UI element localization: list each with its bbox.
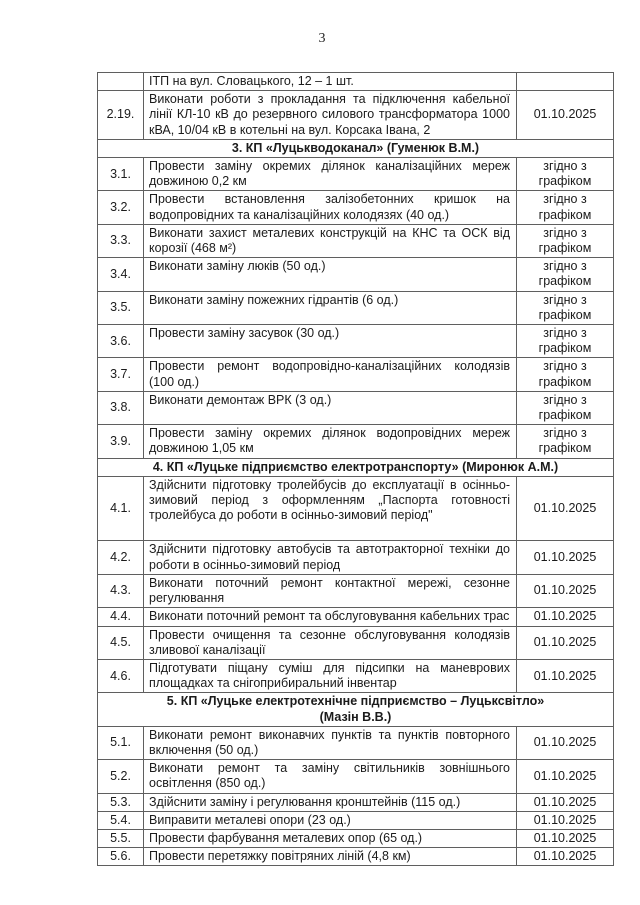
row-number-cell: 4.5. bbox=[98, 626, 144, 659]
task-row bbox=[98, 258, 614, 291]
task-text: Провести заміну засувок (30 од.) bbox=[149, 326, 340, 341]
task-cell bbox=[144, 608, 517, 626]
task-text: Виконати поточний ремонт та обслуговування кабельних трас bbox=[149, 609, 510, 624]
due-date-cell: 01.10.2025 bbox=[517, 659, 614, 692]
due-date-cell: згідно з графіком bbox=[517, 258, 614, 291]
section-header-row bbox=[98, 693, 614, 726]
section-header-line: 5. КП «Луцьке електротехнічне підприємство – Луцьксвітло» bbox=[166, 694, 545, 709]
task-row bbox=[98, 425, 614, 458]
due-date-cell: 01.10.2025 bbox=[517, 793, 614, 811]
task-text: Виконати поточний ремонт контактної мережі, сезонне регулювання bbox=[149, 575, 510, 606]
section-header-cell bbox=[98, 693, 614, 726]
task-text: Провести встановлення залізобетонних кришок на водопровідних та каналізаційних колодязях (40 од.) bbox=[149, 192, 510, 222]
task-text: Виконати роботи з прокладання та підключення кабельної лінії КЛ-10 кВ до резервного силового трансформатора 1000 кВА, 10/04 кВ в котельні на вул. Корсака Івана, 2 bbox=[149, 92, 510, 137]
task-row bbox=[98, 848, 614, 866]
due-date-cell: згідно з графіком bbox=[517, 291, 614, 324]
row-number-cell: 4.4. bbox=[98, 608, 144, 626]
task-text: Провести очищення та сезонне обслуговування колодязів зливової каналізації bbox=[149, 627, 510, 657]
task-row bbox=[98, 626, 614, 659]
due-date-cell: 01.10.2025 bbox=[517, 811, 614, 829]
task-text: Здійснити підготовку автобусів та автотракторної техніки до роботи в осінньо-зимовий період bbox=[149, 542, 510, 572]
due-date-cell: 01.10.2025 bbox=[517, 608, 614, 626]
task-text: Виконати заміну люків (50 од.) bbox=[149, 259, 326, 274]
section-header-row bbox=[98, 458, 614, 476]
section-header-line: 4. КП «Луцьке підприємство електротранспорту» (Миронюк А.М.) bbox=[152, 459, 559, 474]
task-row bbox=[98, 224, 614, 257]
task-text: Здійснити підготовку тролейбусів до експлуатації в осінньо-зимовий період з оформленням „Паспорта готовності тролейбуса до роботи в осінньо-зимовий період" bbox=[149, 477, 510, 523]
task-cell bbox=[144, 73, 517, 91]
due-date-cell: 01.10.2025 bbox=[517, 726, 614, 759]
task-cell bbox=[144, 793, 517, 811]
task-cell bbox=[144, 224, 517, 257]
row-number-cell: 5.2. bbox=[98, 760, 144, 793]
task-row bbox=[98, 811, 614, 829]
task-cell bbox=[144, 760, 517, 793]
row-number-cell: 3.1. bbox=[98, 158, 144, 191]
empty-paragraph bbox=[149, 523, 510, 539]
row-number-cell: 3.3. bbox=[98, 224, 144, 257]
task-cell bbox=[144, 258, 517, 291]
row-number-cell: 3.9. bbox=[98, 425, 144, 458]
row-number-cell: 5.4. bbox=[98, 811, 144, 829]
task-cell bbox=[144, 811, 517, 829]
task-row bbox=[98, 829, 614, 847]
tasks-table bbox=[97, 72, 614, 866]
row-number-cell bbox=[98, 73, 144, 91]
row-number-cell: 3.7. bbox=[98, 358, 144, 391]
task-cell bbox=[144, 358, 517, 391]
row-number-cell: 4.2. bbox=[98, 541, 144, 574]
task-row bbox=[98, 291, 614, 324]
due-date-cell: 01.10.2025 bbox=[517, 760, 614, 793]
row-number-cell: 3.2. bbox=[98, 191, 144, 224]
due-date-cell: 01.10.2025 bbox=[517, 541, 614, 574]
task-cell bbox=[144, 391, 517, 424]
due-date-cell: згідно з графіком bbox=[517, 191, 614, 224]
task-cell bbox=[144, 191, 517, 224]
task-text: Виконати ремонт виконавчих пунктів та пунктів повторного включення (50 од.) bbox=[149, 727, 510, 757]
row-number-cell: 4.1. bbox=[98, 476, 144, 541]
due-date-cell: згідно з графіком bbox=[517, 358, 614, 391]
row-number-cell: 5.5. bbox=[98, 829, 144, 847]
due-date-cell: згідно з графіком bbox=[517, 158, 614, 191]
due-date-cell: 01.10.2025 bbox=[517, 91, 614, 140]
task-cell bbox=[144, 291, 517, 324]
section-header-line: 3. КП «Луцькводоканал» (Гуменюк В.М.) bbox=[231, 140, 480, 155]
due-date-cell: згідно з графіком bbox=[517, 325, 614, 358]
task-row bbox=[98, 608, 614, 626]
task-cell bbox=[144, 848, 517, 866]
row-number-cell: 3.6. bbox=[98, 325, 144, 358]
row-number-cell: 3.5. bbox=[98, 291, 144, 324]
section-header-cell bbox=[98, 458, 614, 476]
task-text: Виконати демонтаж ВРК (3 од.) bbox=[149, 392, 332, 407]
row-number-cell: 5.6. bbox=[98, 848, 144, 866]
row-number-cell: 3.4. bbox=[98, 258, 144, 291]
row-number-cell: 4.6. bbox=[98, 659, 144, 692]
task-row bbox=[98, 325, 614, 358]
task-row bbox=[98, 73, 614, 91]
due-date-cell: 01.10.2025 bbox=[517, 848, 614, 866]
due-date-cell bbox=[517, 73, 614, 91]
task-cell bbox=[144, 626, 517, 659]
section-header-cell bbox=[98, 139, 614, 157]
tasks-table-body bbox=[98, 73, 614, 866]
task-cell bbox=[144, 659, 517, 692]
task-cell bbox=[144, 829, 517, 847]
row-number-cell: 4.3. bbox=[98, 574, 144, 607]
row-number-cell: 5.1. bbox=[98, 726, 144, 759]
task-text: Провести заміну окремих ділянок каналізаційних мереж довжиною 0,2 км bbox=[149, 159, 510, 189]
task-row bbox=[98, 391, 614, 424]
task-text: Провести фарбування металевих опор (65 од.) bbox=[149, 830, 423, 845]
row-number-cell: 2.19. bbox=[98, 91, 144, 140]
task-cell bbox=[144, 541, 517, 574]
due-date-cell: згідно з графіком bbox=[517, 391, 614, 424]
task-cell bbox=[144, 476, 517, 541]
due-date-cell: згідно з графіком bbox=[517, 224, 614, 257]
due-date-cell: 01.10.2025 bbox=[517, 476, 614, 541]
row-number-cell: 3.8. bbox=[98, 391, 144, 424]
task-row bbox=[98, 659, 614, 692]
task-row bbox=[98, 476, 614, 541]
task-text: ІТП на вул. Словацького, 12 – 1 шт. bbox=[149, 74, 354, 88]
task-cell bbox=[144, 158, 517, 191]
task-text: Підготувати піщану суміш для підсипки на маневрових площадках та снігоприбиральний інвентар bbox=[149, 660, 510, 691]
task-row bbox=[98, 793, 614, 811]
due-date-cell: 01.10.2025 bbox=[517, 829, 614, 847]
task-row bbox=[98, 726, 614, 759]
task-cell bbox=[144, 574, 517, 607]
task-row bbox=[98, 541, 614, 574]
task-cell bbox=[144, 726, 517, 759]
task-cell bbox=[144, 325, 517, 358]
task-text: Виконати ремонт та заміну світильників зовнішнього освітлення (850 од.) bbox=[149, 761, 510, 791]
task-row bbox=[98, 358, 614, 391]
task-cell bbox=[144, 425, 517, 458]
task-text: Провести перетяжку повітряних ліній (4,8 км) bbox=[149, 849, 411, 864]
task-text: Провести ремонт водопровідно-каналізаційних колодязів (100 од.) bbox=[149, 359, 510, 389]
task-row bbox=[98, 191, 614, 224]
due-date-cell: 01.10.2025 bbox=[517, 626, 614, 659]
task-row bbox=[98, 91, 614, 140]
task-row bbox=[98, 760, 614, 793]
due-date-cell: згідно з графіком bbox=[517, 425, 614, 458]
task-row bbox=[98, 574, 614, 607]
task-text: Провести заміну окремих ділянок водопровідних мереж довжиною 1,05 км bbox=[149, 426, 510, 456]
task-text: Виконати заміну пожежних гідрантів (6 од.) bbox=[149, 292, 399, 307]
task-cell bbox=[144, 91, 517, 140]
task-text: Здійснити заміну і регулювання кронштейнів (115 од.) bbox=[149, 794, 461, 809]
row-number-cell: 5.3. bbox=[98, 793, 144, 811]
page-number: 3 bbox=[318, 31, 326, 46]
task-text: Виправити металеві опори (23 од.) bbox=[149, 812, 351, 827]
task-text: Виконати захист металевих конструкцій на КНС та ОСК від корозії (468 м²) bbox=[149, 225, 510, 256]
section-header-line: (Мазін В.В.) bbox=[319, 709, 392, 724]
task-row bbox=[98, 158, 614, 191]
due-date-cell: 01.10.2025 bbox=[517, 574, 614, 607]
section-header-row bbox=[98, 139, 614, 157]
